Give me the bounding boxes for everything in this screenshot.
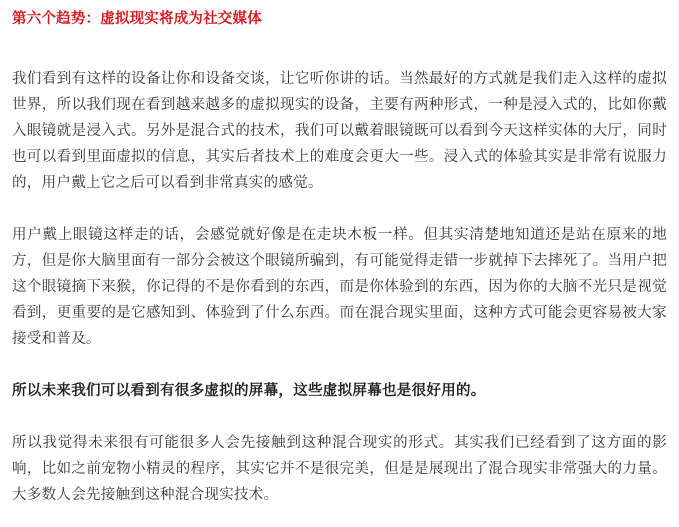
paragraph-vr-experience: 用户戴上眼镜这样走的话，会感觉就好像是在走块木板一样。但其实清楚地知道还是站在原来的地方，但是你大脑里面有一部分会被这个眼镜所骗到，有可能觉得走错一步就掉下去摔死了。当用户把这个眼镜摘下来猴，你记得的不是你看到的东西，而是你体验到的东西，因为你的大脑不光只是视觉看到，更重要的是它感知到、体验到了什么东西。而在混合现实里面，这种方式可能会更容易被大家接受和普及。: [12, 227, 667, 347]
section-heading: 第六个趋势：虚拟现实将成为社交媒体: [12, 11, 262, 27]
paragraph-virtual-screens: 所以未来我们可以看到有很多虚拟的屏幕，这些虚拟屏幕也是很好用的。: [12, 383, 486, 399]
paragraph-vr-devices: 我们看到有这样的设备让你和设备交谈，让它听你讲的话。当然最好的方式就是我们走入这样的虚拟世界，所以我们现在看到越来越多的虚拟现实的设备，主要有两种形式，一种是浸入式的，比如你戴入眼镜就是浸入式。另外是混合式的技术，我们可以戴着眼镜既可以看到今天这样实体的大厅，同时也可以看到里面虚拟的信息，其实后者技术上的难度会更大一些。浸入式的体验其实是非常有说服力的，用户戴上它之后可以看到非常真实的感觉。: [12, 71, 667, 191]
paragraph-mixed-reality: 所以我觉得未来很有可能很多人会先接触到这种混合现实的形式。其实我们已经看到了这方面的影响，比如之前宠物小精灵的程序，其实它并不是很完美，但是是展现出了混合现实非常强大的力量。大多数人会先接触到这种混合现实技术。: [12, 435, 667, 503]
